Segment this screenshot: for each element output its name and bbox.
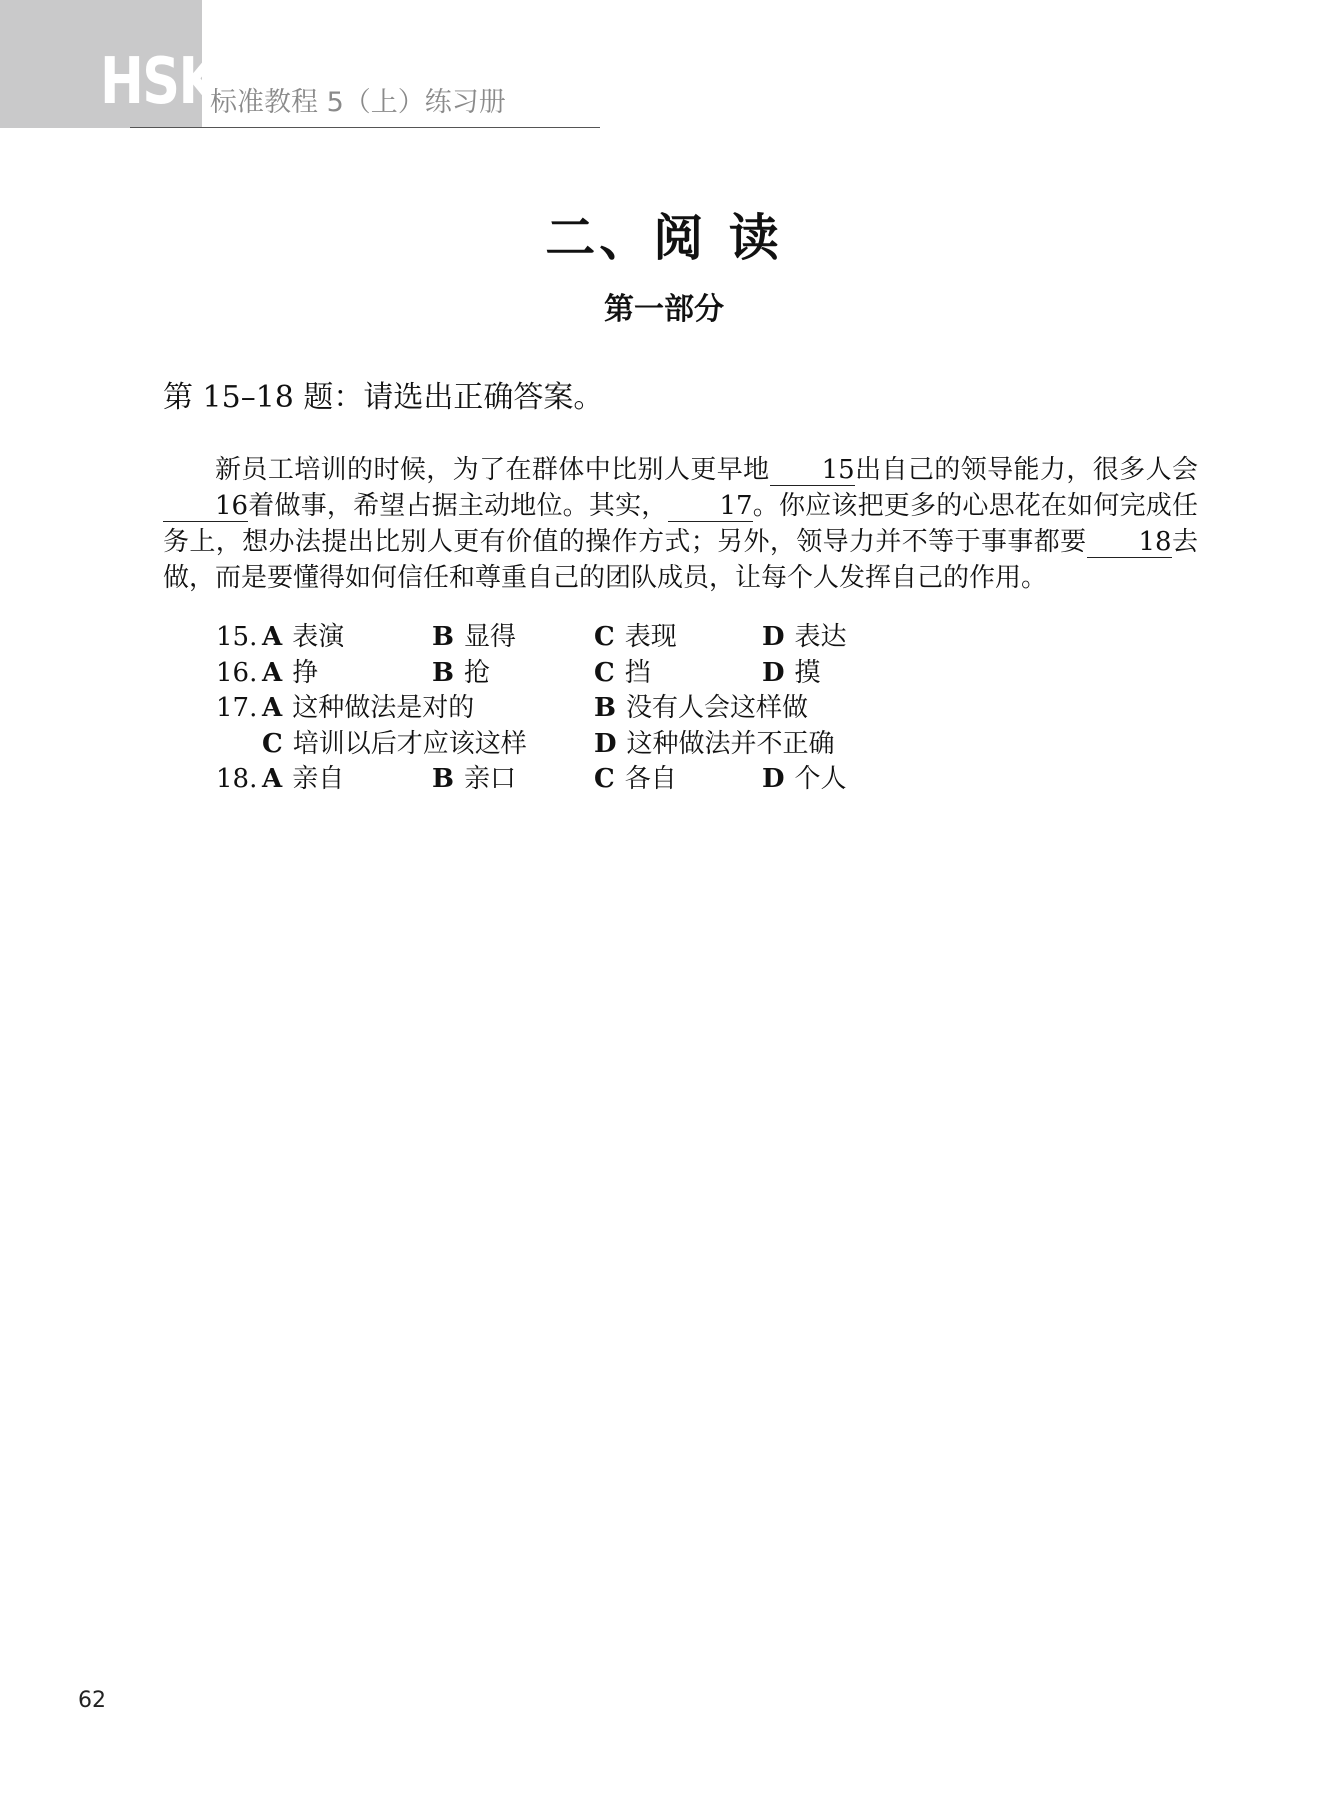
option-c: [594, 620, 677, 656]
blank-15: 15: [770, 455, 855, 486]
option-letter: A: [262, 657, 283, 688]
blank-18: 18: [1087, 527, 1172, 558]
option-c: [594, 656, 651, 692]
option-text: 挣: [292, 657, 319, 688]
page-number: 62: [78, 1688, 106, 1713]
option-b: [432, 620, 516, 656]
blank-16: 16: [163, 491, 248, 522]
option-letter: D: [762, 764, 785, 794]
option-text: 表达: [794, 622, 847, 652]
option-b: [432, 656, 490, 692]
option-letter: A: [262, 764, 283, 794]
option-letter: B: [432, 764, 454, 794]
option-a: [262, 620, 344, 656]
option-c: [262, 727, 527, 763]
question-number: 15.: [216, 622, 258, 652]
option-letter: B: [432, 622, 454, 652]
question-number: 16.: [216, 657, 258, 688]
part-title: 第一部分: [604, 292, 724, 327]
option-d: [762, 656, 821, 692]
option-letter: C: [594, 622, 615, 652]
section-title: 二、阅 读: [545, 208, 783, 267]
option-text: 培训以后才应该这样: [292, 728, 527, 759]
option-text: 抢: [463, 657, 490, 688]
option-letter: C: [262, 728, 283, 759]
question-number: 18.: [216, 764, 258, 794]
blank-17: 17: [668, 491, 753, 522]
option-text: 显得: [463, 622, 516, 652]
option-c: [594, 762, 677, 798]
book-title: 标准教程 5（上）练习册: [210, 87, 506, 118]
option-b: [432, 762, 516, 798]
option-letter: B: [432, 657, 454, 688]
option-letter: C: [594, 764, 615, 794]
passage-paragraph: [163, 452, 1198, 596]
option-text: 表演: [292, 622, 345, 652]
option-letter: A: [262, 622, 283, 652]
reading-passage: [163, 452, 1198, 596]
option-text: 摸: [794, 657, 821, 688]
option-text: 各自: [624, 764, 677, 794]
option-text: 挡: [624, 657, 651, 688]
option-text: 亲口: [463, 764, 516, 794]
option-a: [262, 691, 474, 727]
option-letter: D: [594, 728, 617, 759]
option-text: 个人: [794, 764, 847, 794]
option-letter: C: [594, 657, 615, 688]
passage-text: 新员工培训的时候，为了在群体中比别人更早地: [215, 455, 770, 485]
option-text: 亲自: [292, 764, 345, 794]
passage-text: 去做，而是要懂得如何信任和尊重自己的团队成员，让每个人发挥自己的作用。: [163, 527, 1198, 593]
option-d: [594, 727, 835, 763]
option-text: 表现: [624, 622, 677, 652]
option-text: 这种做法是对的: [292, 693, 475, 723]
option-text: 没有人会这样做: [625, 693, 808, 723]
question-number: 17.: [216, 693, 258, 723]
option-letter: A: [262, 693, 283, 723]
passage-text: 出自己的领导能力，很多人会: [854, 455, 1198, 485]
passage-text: 着做事，希望占据主动地位。其实，: [248, 491, 668, 521]
option-d: [762, 620, 847, 656]
option-b: [594, 691, 808, 727]
option-letter: D: [762, 657, 785, 688]
hsk-logo: HSK: [100, 45, 218, 119]
option-d: [762, 762, 847, 798]
option-letter: D: [762, 622, 785, 652]
option-a: [262, 656, 318, 692]
question-instruction: 第 15–18 题：请选出正确答案。: [163, 380, 604, 415]
passage-text: 。你应该把更多的心思花在如何完成任务上，想办法提出比别人更有价值的操作方式；另外，领导力并不等于事事都要: [163, 491, 1198, 557]
option-a: [262, 762, 344, 798]
option-text: 这种做法并不正确: [626, 728, 835, 759]
option-letter: B: [594, 693, 616, 723]
header-divider: [130, 127, 600, 128]
